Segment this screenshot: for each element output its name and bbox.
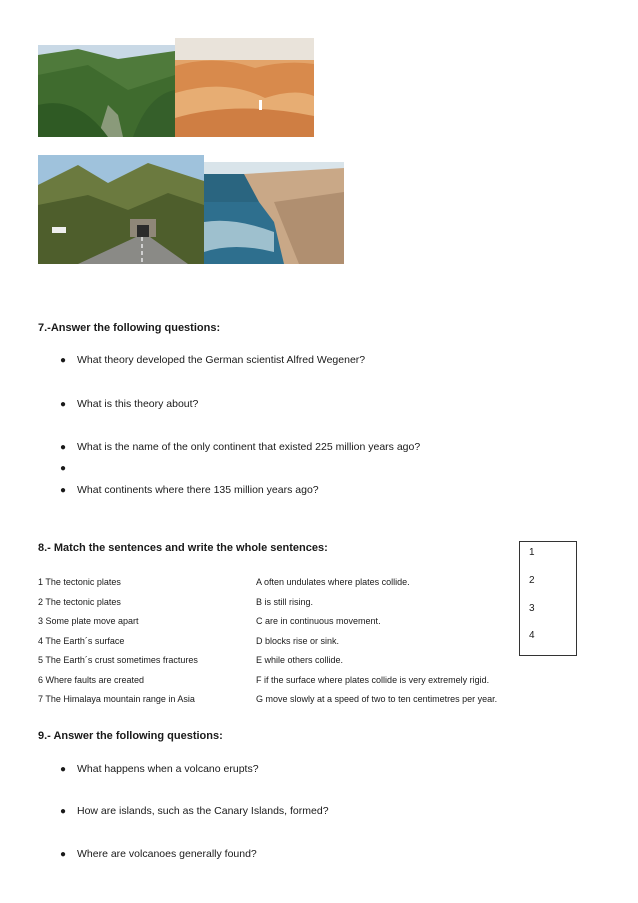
question-list-item: ● What theory developed the German scientist Alfred Wegener? (60, 354, 366, 366)
bullet-icon: ● (60, 485, 67, 496)
question-list-item: ● What happens when a volcano erupts? (60, 763, 259, 775)
green-valley-photo (38, 45, 175, 137)
question-list-item: ● What is the name of the only continent that existed 225 million years ago? (60, 441, 421, 453)
question-list-item: ● What continents where there 135 million years ago? (60, 484, 319, 496)
question-list-item (60, 462, 77, 474)
desert-dunes-photo (175, 38, 314, 137)
match-left-item: 4 The Earth´s surface (38, 636, 125, 646)
question-list-item: ● Where are volcanoes generally found? (60, 848, 257, 860)
match-left-item: 5 The Earth´s crust sometimes fractures (38, 655, 198, 665)
bullet-icon: ● (60, 463, 67, 474)
box-number: 1 (529, 547, 535, 558)
section-7-heading: 7.-Answer the following questions: (38, 322, 221, 334)
box-number: 4 (529, 630, 535, 641)
match-left-item: 3 Some plate move apart (38, 616, 139, 626)
match-right-item: A often undulates where plates collide. (256, 577, 410, 587)
match-right-item: G move slowly at a speed of two to ten centimetres per year. (256, 694, 498, 704)
match-left-item: 1 The tectonic plates (38, 577, 121, 587)
mountain-road-tunnel-photo (38, 155, 204, 264)
bullet-icon: ● (60, 355, 67, 366)
answer-number-box (519, 541, 577, 656)
match-left-item: 2 The tectonic plates (38, 597, 121, 607)
box-number: 2 (529, 575, 535, 586)
bullet-icon: ● (60, 764, 67, 775)
sea-cliffs-photo (204, 162, 344, 264)
match-right-item: D blocks rise or sink. (256, 636, 340, 646)
match-left-item: 7 The Himalaya mountain range in Asia (38, 694, 195, 704)
box-number: 3 (529, 603, 535, 614)
bullet-icon: ● (60, 399, 67, 410)
bullet-icon: ● (60, 849, 67, 860)
question-list-item: ● How are islands, such as the Canary Islands, formed? (60, 805, 329, 817)
match-right-item: B is still rising. (256, 597, 314, 607)
match-left-item: 6 Where faults are created (38, 675, 145, 685)
match-right-item: C are in continuous movement. (256, 616, 381, 626)
match-right-item: F if the surface where plates collide is very extremely rigid. (256, 675, 490, 685)
section-9-heading: 9.- Answer the following questions: (38, 730, 223, 742)
bullet-icon: ● (60, 442, 67, 453)
question-list-item: ● What is this theory about? (60, 398, 199, 410)
bullet-icon: ● (60, 806, 67, 817)
match-right-item: E while others collide. (256, 655, 344, 665)
section-8-heading: 8.- Match the sentences and write the whole sentences: (38, 542, 328, 554)
